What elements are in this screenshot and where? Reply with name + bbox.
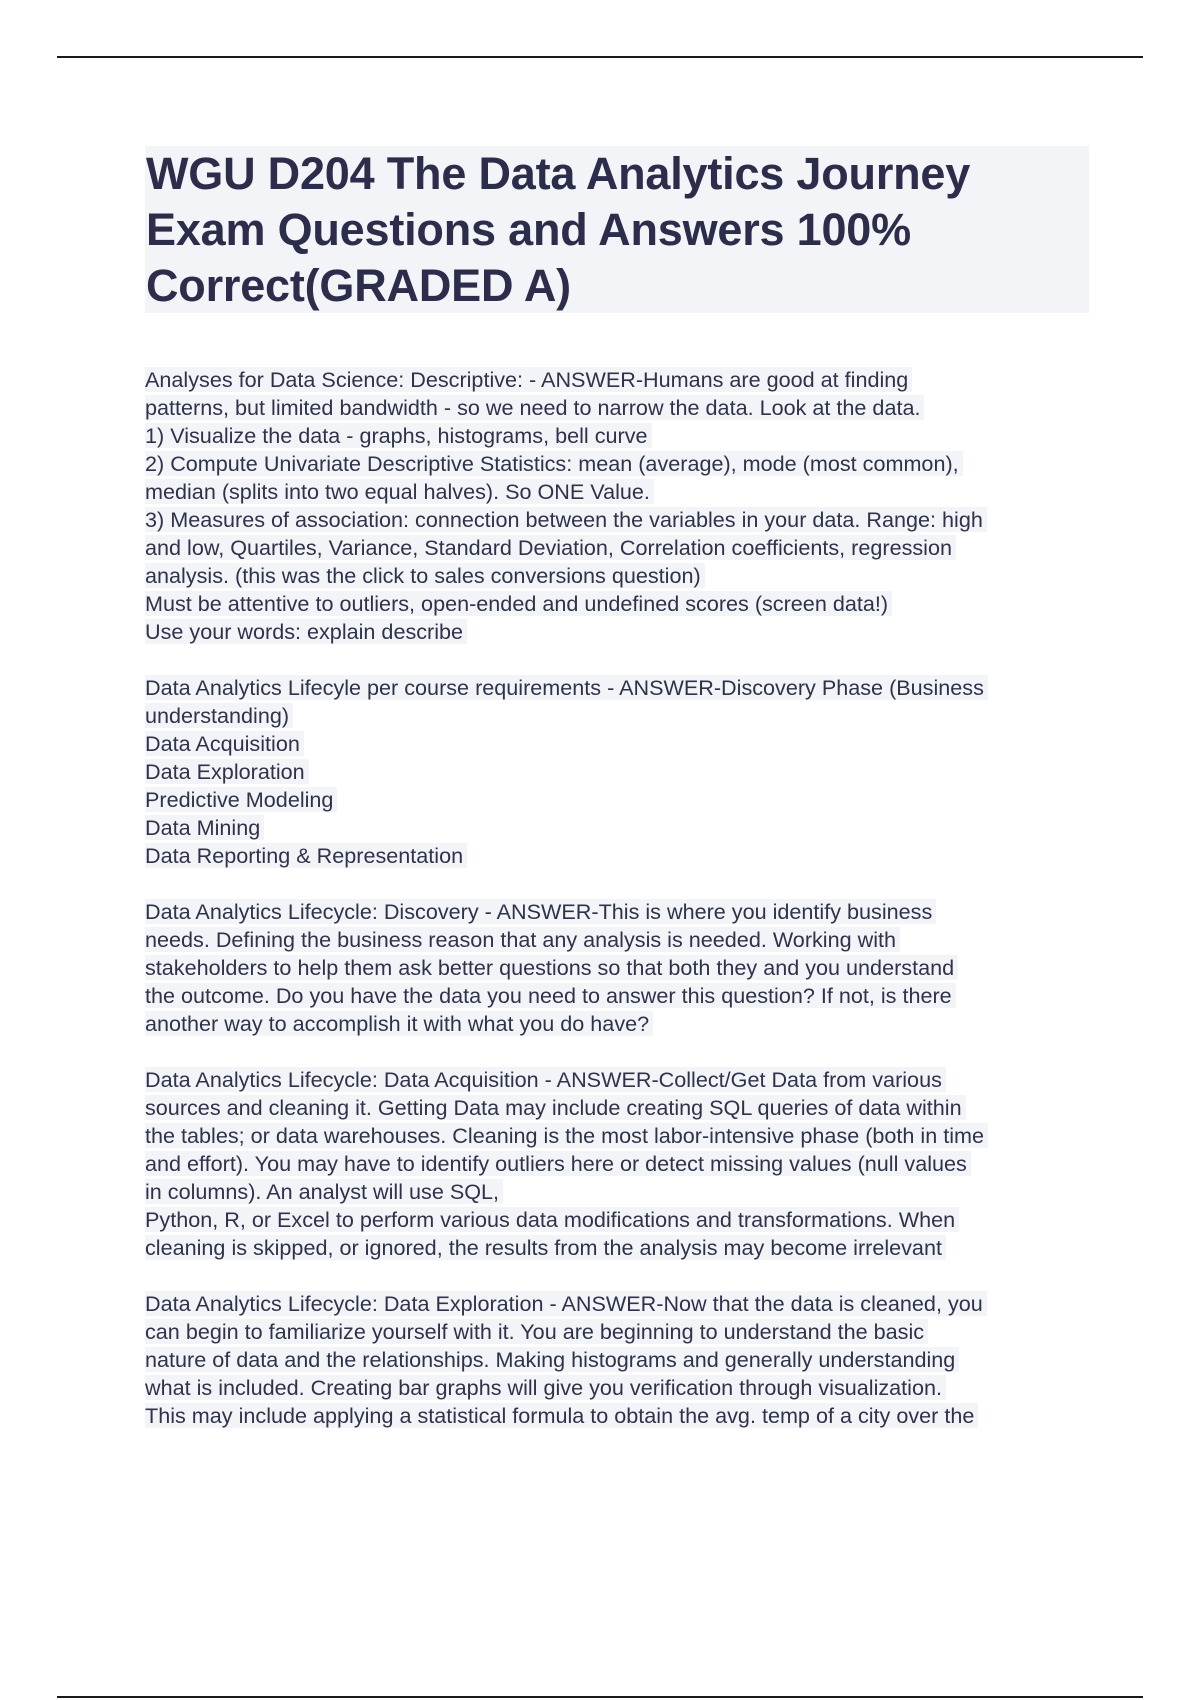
text-line bbox=[145, 1094, 1095, 1122]
text-line-content: nature of data and the relationships. Making histograms and generally understanding bbox=[145, 1347, 959, 1372]
text-line bbox=[145, 1346, 1095, 1374]
qa-entry bbox=[145, 366, 1095, 646]
text-line-content: Must be attentive to outliers, open-ended and undefined scores (screen data!) bbox=[145, 591, 892, 616]
text-line bbox=[145, 898, 1095, 926]
document-body bbox=[145, 366, 1095, 1458]
text-line bbox=[145, 1402, 1095, 1430]
text-line-content: 3) Measures of association: connection between the variables in your data. Range: high bbox=[145, 507, 987, 532]
text-line bbox=[145, 450, 1095, 478]
text-line-content: sources and cleaning it. Getting Data may include creating SQL queries of data within bbox=[145, 1095, 966, 1120]
text-line bbox=[145, 394, 1095, 422]
text-line bbox=[145, 506, 1095, 534]
text-line-content: patterns, but limited bandwidth - so we need to narrow the data. Look at the data. bbox=[145, 395, 924, 420]
text-line-content: another way to accomplish it with what you do have? bbox=[145, 1011, 653, 1036]
text-line bbox=[145, 1206, 1095, 1234]
qa-entry bbox=[145, 1066, 1095, 1262]
text-line-content: in columns). An analyst will use SQL, bbox=[145, 1179, 503, 1204]
text-line bbox=[145, 730, 1095, 758]
text-line bbox=[145, 422, 1095, 450]
text-line bbox=[145, 758, 1095, 786]
text-line bbox=[145, 478, 1095, 506]
title-block bbox=[145, 146, 1089, 313]
text-line-content: median (splits into two equal halves). So ONE Value. bbox=[145, 479, 654, 504]
text-line bbox=[145, 1234, 1095, 1262]
qa-entry bbox=[145, 898, 1095, 1038]
text-line bbox=[145, 842, 1095, 870]
text-line bbox=[145, 1150, 1095, 1178]
text-line-content: Data Acquisition bbox=[145, 731, 304, 756]
text-line-content: the tables; or data warehouses. Cleaning is the most labor-intensive phase (both in time bbox=[145, 1123, 988, 1148]
text-line bbox=[145, 674, 1095, 702]
text-line-content: Analyses for Data Science: Descriptive: - ANSWER-Humans are good at finding bbox=[145, 367, 912, 392]
text-line-content: Data Reporting & Representation bbox=[145, 843, 467, 868]
text-line-content: Use your words: explain describe bbox=[145, 619, 467, 644]
text-line bbox=[145, 1066, 1095, 1094]
qa-entry bbox=[145, 1290, 1095, 1430]
text-line bbox=[145, 1374, 1095, 1402]
text-line-content: stakeholders to help them ask better questions so that both they and you understand bbox=[145, 955, 958, 980]
text-line-content: 2) Compute Univariate Descriptive Statistics: mean (average), mode (most common), bbox=[145, 451, 963, 476]
header-rule bbox=[57, 56, 1143, 58]
text-line-content: understanding) bbox=[145, 703, 293, 728]
text-line-content: Predictive Modeling bbox=[145, 787, 337, 812]
text-line-content: analysis. (this was the click to sales conversions question) bbox=[145, 563, 705, 588]
document-title: WGU D204 The Data Analytics Journey Exam Questions and Answers 100% Correct(GRADED A) bbox=[146, 148, 971, 311]
text-line bbox=[145, 702, 1095, 730]
text-line bbox=[145, 814, 1095, 842]
text-line bbox=[145, 1010, 1095, 1038]
text-line bbox=[145, 1290, 1095, 1318]
text-line bbox=[145, 366, 1095, 394]
text-line-content: Data Exploration bbox=[145, 759, 309, 784]
text-line-content: Data Analytics Lifecyle per course requirements - ANSWER-Discovery Phase (Business bbox=[145, 675, 988, 700]
text-line bbox=[145, 926, 1095, 954]
qa-entry bbox=[145, 674, 1095, 870]
text-line bbox=[145, 786, 1095, 814]
text-line bbox=[145, 534, 1095, 562]
text-line-content: Data Analytics Lifecycle: Data Acquisition - ANSWER-Collect/Get Data from various bbox=[145, 1067, 946, 1092]
text-line-content: Data Analytics Lifecycle: Data Exploration - ANSWER-Now that the data is cleaned, you bbox=[145, 1291, 987, 1316]
text-line bbox=[145, 590, 1095, 618]
text-line-content: the outcome. Do you have the data you need to answer this question? If not, is there bbox=[145, 983, 956, 1008]
text-line-content: can begin to familiarize yourself with it. You are beginning to understand the basic bbox=[145, 1319, 928, 1344]
text-line bbox=[145, 1122, 1095, 1150]
text-line-content: This may include applying a statistical formula to obtain the avg. temp of a city over the bbox=[145, 1403, 978, 1428]
text-line-content: what is included. Creating bar graphs will give you verification through visualization. bbox=[145, 1375, 946, 1400]
text-line-content: Python, R, or Excel to perform various data modifications and transformations. When bbox=[145, 1207, 959, 1232]
text-line bbox=[145, 562, 1095, 590]
text-line bbox=[145, 618, 1095, 646]
text-line-content: 1) Visualize the data - graphs, histograms, bell curve bbox=[145, 423, 652, 448]
text-line bbox=[145, 954, 1095, 982]
text-line bbox=[145, 1178, 1095, 1206]
text-line-content: cleaning is skipped, or ignored, the results from the analysis may become irrelevant bbox=[145, 1235, 946, 1260]
text-line bbox=[145, 1318, 1095, 1346]
footer-rule bbox=[57, 1696, 1143, 1698]
text-line-content: needs. Defining the business reason that any analysis is needed. Working with bbox=[145, 927, 900, 952]
text-line bbox=[145, 982, 1095, 1010]
text-line-content: and low, Quartiles, Variance, Standard Deviation, Correlation coefficients, regression bbox=[145, 535, 956, 560]
text-line-content: Data Mining bbox=[145, 815, 264, 840]
text-line-content: and effort). You may have to identify outliers here or detect missing values (null values bbox=[145, 1151, 971, 1176]
text-line-content: Data Analytics Lifecycle: Discovery - ANSWER-This is where you identify business bbox=[145, 899, 936, 924]
